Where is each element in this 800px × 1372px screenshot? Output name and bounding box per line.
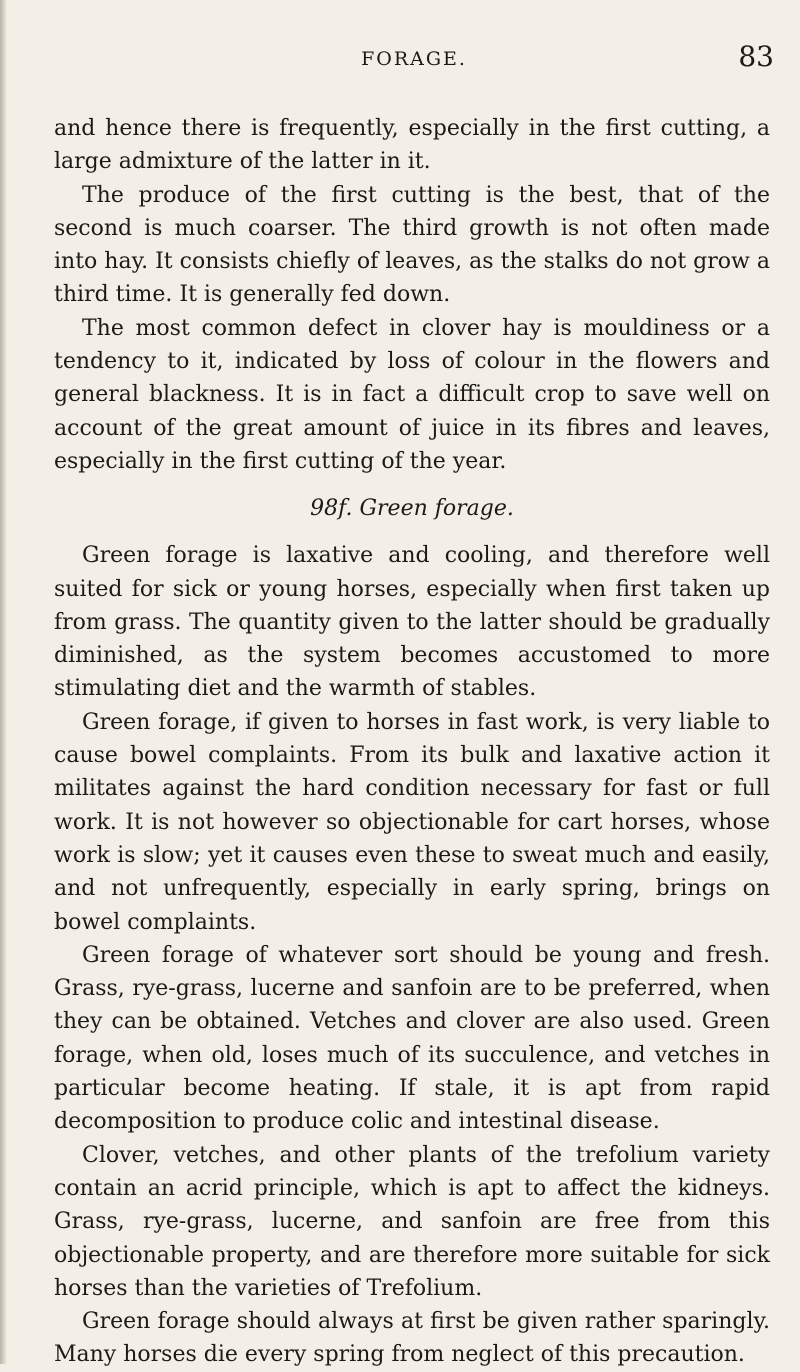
page-edge-shadow — [0, 0, 7, 1364]
paragraph: Green forage should always at first be given rather sparingly. Many horses die every spring from neglect of this precaution. — [54, 1309, 770, 1368]
paragraph: Green forage is laxative and cooling, and therefore well suited for sick or young horses, especially when first taken up from grass. The quantity given to the latter should be gradually diminished, as the system becomes accustomed to more stimulating diet and the warmth of stables. — [54, 543, 770, 702]
page-header — [54, 40, 774, 100]
section-heading: 98f. Green forage. — [310, 496, 514, 522]
page-number: 83 — [738, 40, 774, 73]
paragraph: Green forage of whatever sort should be young and fresh. Grass, rye-grass, lucerne and sanfoin are to be preferred, when they can be obtained. Vetches and clover are also used. Green forage, when old, loses much of its succulence, and vetches in particular become heating. If stale, it is apt from rapid decomposition to produce colic and intestinal disease. — [54, 942, 770, 1135]
running-title: FORAGE. — [361, 48, 467, 70]
paragraph: Green forage, if given to horses in fast work, is very liable to cause bowel complaints. From its bulk and laxative action it militates against the hard condition necessary for fast or full work. It is not however so objectionable for cart horses, whose work is slow; yet it causes even these to sweat much and easily, and not unfrequently, especially in early spring, brings on bowel complaints. — [54, 709, 770, 935]
paragraph: Clover, vetches, and other plants of the trefolium variety contain an acrid principle, which is apt to affect the kidneys. Grass, rye-grass, lucerne, and sanfoin are free from this objectionable property, and are therefore more suitable for sick horses than the varieties of Trefolium. — [54, 1142, 770, 1301]
body-text — [54, 112, 770, 1372]
paragraph: The most common defect in clover hay is mouldiness or a tendency to it, indicated by loss of colour in the flowers and general blackness. It is in fact a difficult crop to save well on account of the great amount of juice in its fibres and leaves, especially in the first cutting of the year. — [54, 315, 770, 474]
paragraph: The produce of the first cutting is the best, that of the second is much coarser. The third growth is not often made into hay. It consists chiefly of leaves, as the stalks do not grow a third time. It is generally fed down. — [54, 182, 770, 308]
paragraph: and hence there is frequently, especially in the first cutting, a large admixture of the latter in it. — [54, 116, 770, 175]
